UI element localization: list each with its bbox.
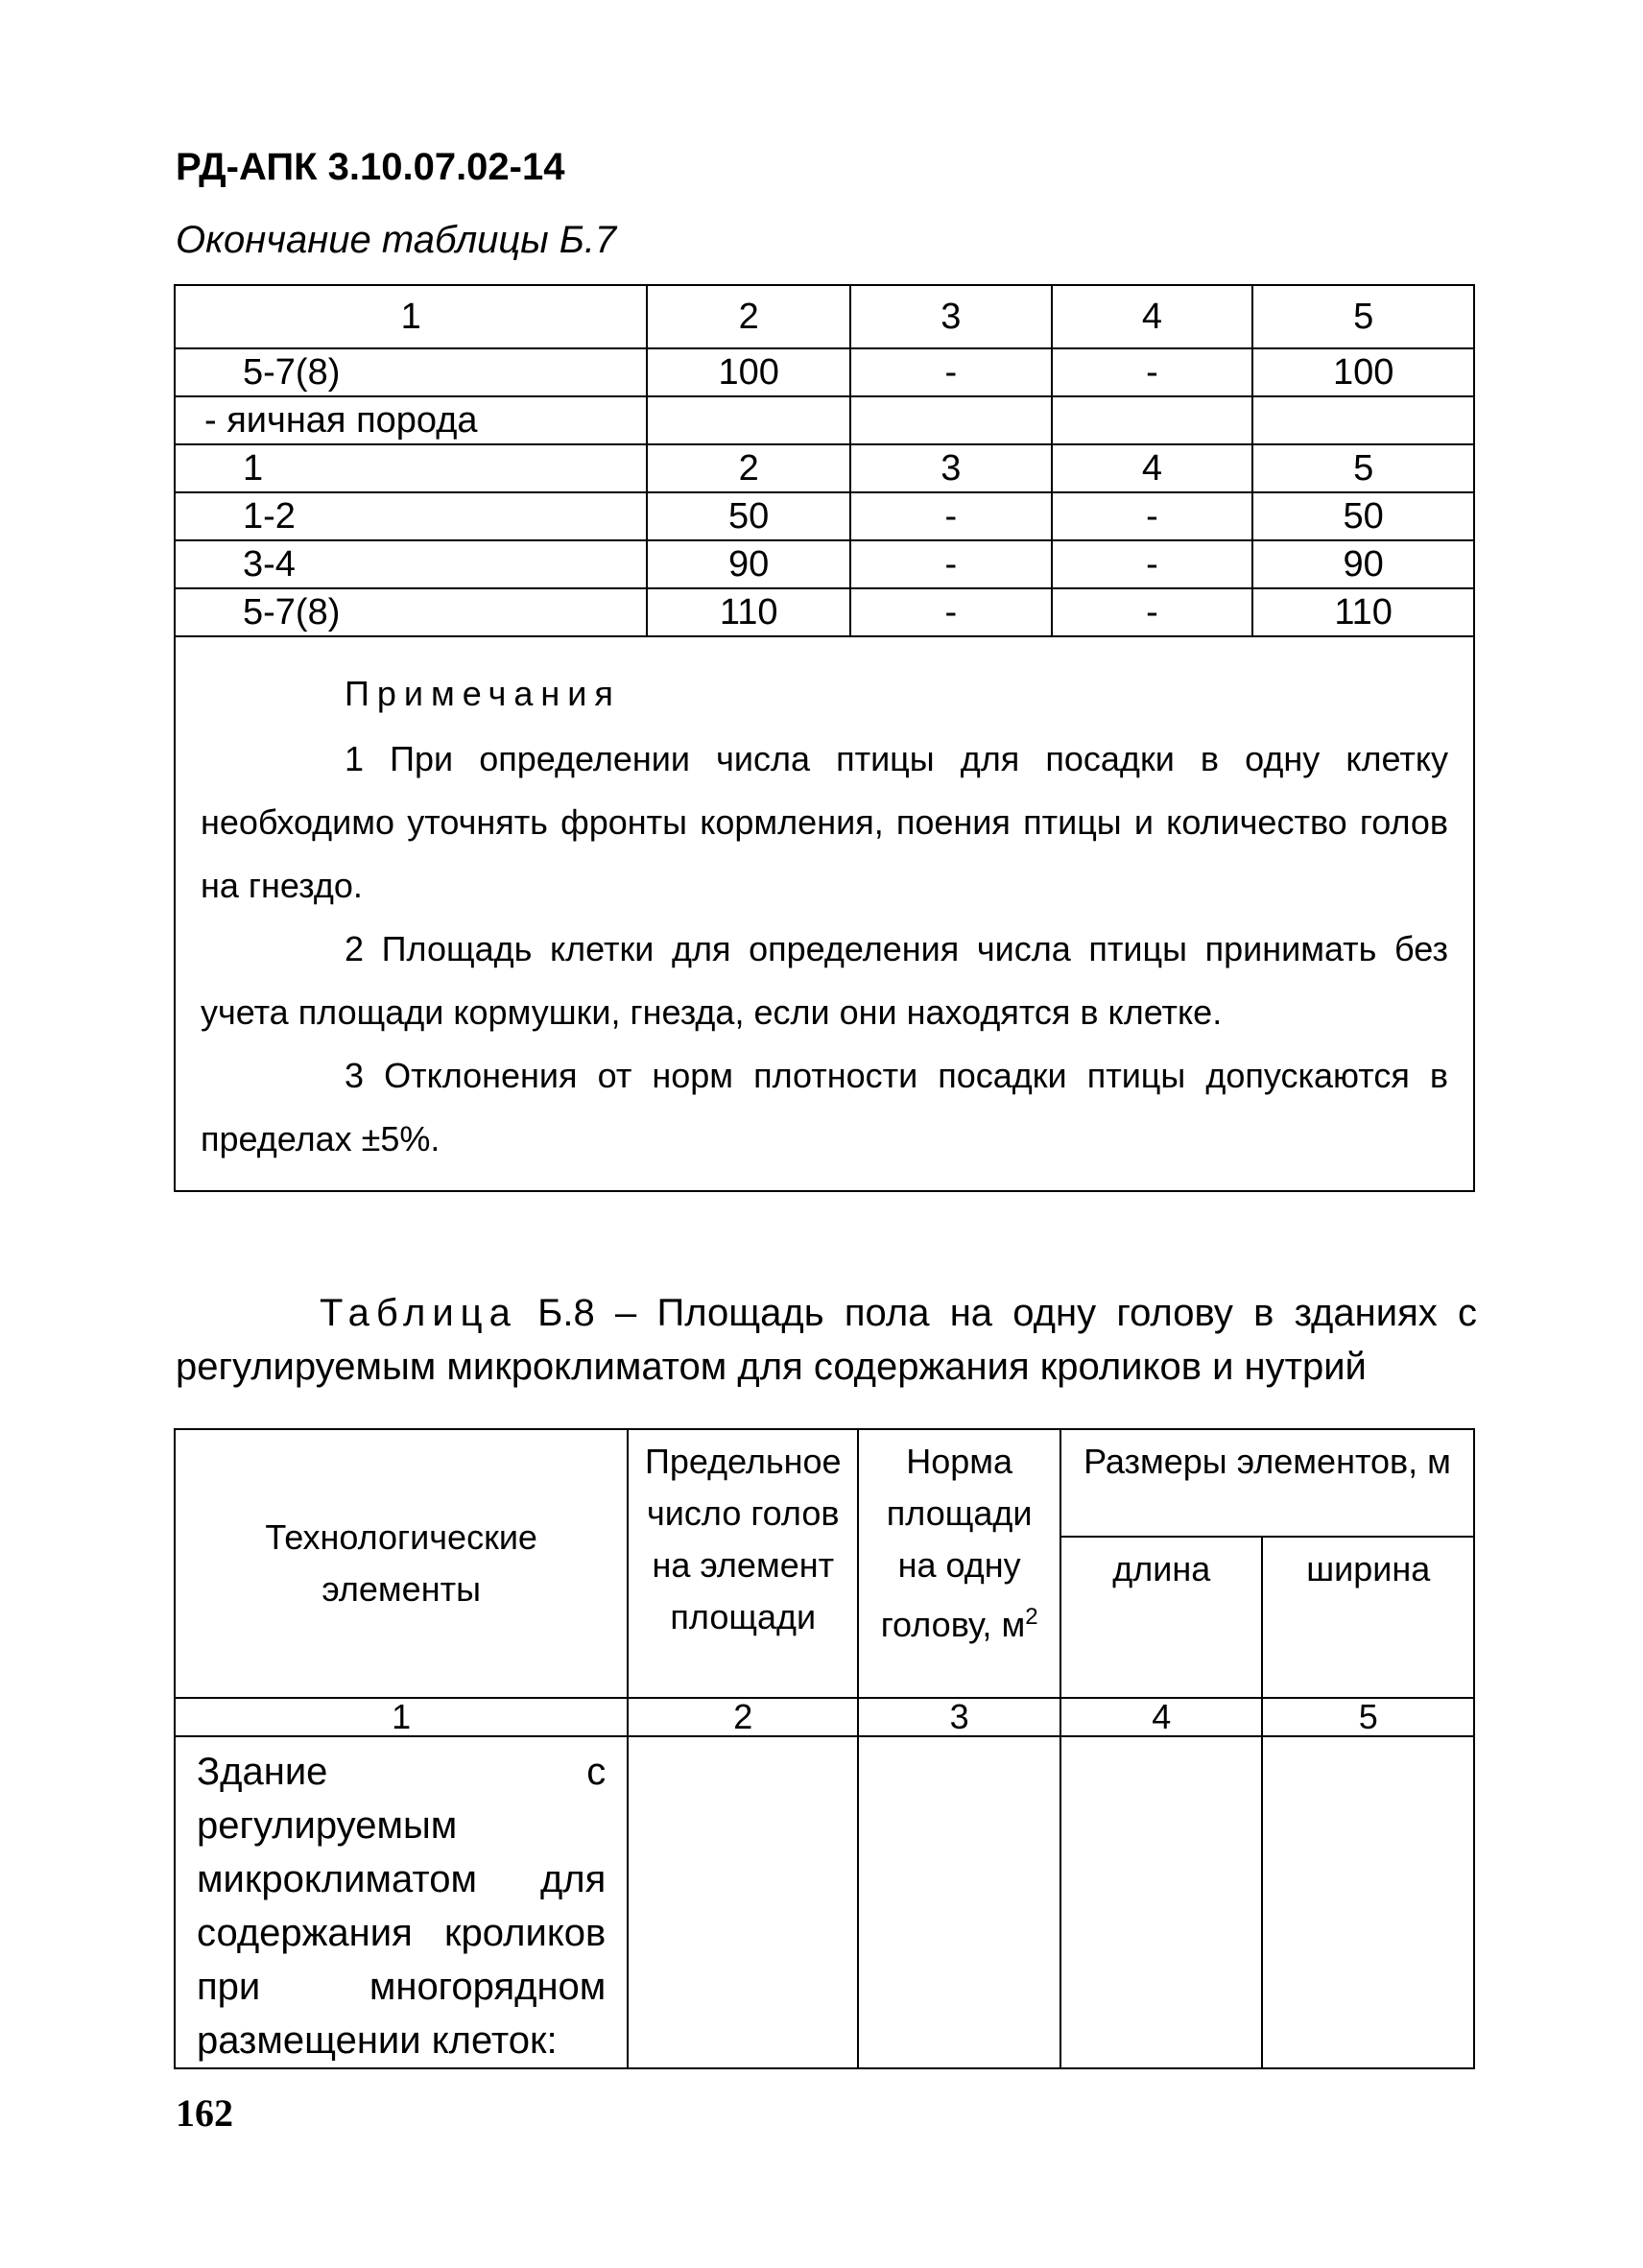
header-width: ширина bbox=[1262, 1537, 1474, 1698]
column-number: 1 bbox=[175, 444, 647, 492]
column-number: 5 bbox=[1262, 1698, 1474, 1736]
column-number: 3 bbox=[850, 444, 1052, 492]
superscript: 2 bbox=[1025, 1604, 1038, 1630]
note-item: 1 При определении числа птицы для посадки в одну клетку необходимо уточнять фронты кормления, поения птицы и количество голов на гнездо. bbox=[201, 739, 1448, 905]
column-number: 2 bbox=[647, 444, 850, 492]
table-b8-title bbox=[176, 1286, 1477, 1394]
table-cell: 5-7(8) bbox=[175, 348, 647, 396]
table-title-text: Б.8 – Площадь пола на одну голову в зданиях с регулируемым микроклиматом для содержания кроликов и нутрий bbox=[176, 1292, 1477, 1388]
table-cell: 110 bbox=[1252, 588, 1474, 636]
table-row bbox=[175, 540, 1474, 588]
table-cell: 3-4 bbox=[175, 540, 647, 588]
column-number: 4 bbox=[1052, 285, 1253, 348]
table-row bbox=[175, 285, 1474, 348]
header-technological-elements: Технологические элементы bbox=[175, 1429, 628, 1698]
notes-heading: Примечания bbox=[345, 674, 621, 713]
table-cell: - bbox=[850, 348, 1052, 396]
table-row bbox=[175, 1698, 1474, 1736]
table-cell bbox=[1262, 1736, 1474, 2068]
column-number: 4 bbox=[1060, 1698, 1262, 1736]
column-number: 1 bbox=[175, 285, 647, 348]
table-cell: 90 bbox=[647, 540, 850, 588]
note-item: 2 Площадь клетки для определения числа птицы принимать без учета площади кормушки, гнезда, если они находятся в клетке. bbox=[201, 929, 1448, 1032]
table-cell bbox=[647, 396, 850, 444]
section-label: - яичная порода bbox=[175, 396, 647, 444]
table-cell: 100 bbox=[647, 348, 850, 396]
table-cell: 1-2 bbox=[175, 492, 647, 540]
notes-block bbox=[175, 636, 1474, 1191]
table-cell: 5-7(8) bbox=[175, 588, 647, 636]
table-cell bbox=[1060, 1736, 1262, 2068]
table-cell: - bbox=[1052, 540, 1253, 588]
page-number: 162 bbox=[176, 2091, 233, 2135]
column-number: 1 bbox=[175, 1698, 628, 1736]
table-cell: - bbox=[850, 588, 1052, 636]
header-area-norm-text: Норма площади на одну голову, м bbox=[880, 1442, 1033, 1644]
table-cell: 110 bbox=[647, 588, 850, 636]
header-area-norm bbox=[858, 1429, 1060, 1698]
table-header-row bbox=[175, 1429, 1474, 1537]
table-cell: - bbox=[1052, 588, 1253, 636]
note-item: 3 Отклонения от норм плотности посадки птицы допускаются в пределах ±5%. bbox=[201, 1056, 1448, 1158]
table-cell bbox=[628, 1736, 858, 2068]
column-number: 5 bbox=[1252, 444, 1474, 492]
table-cell bbox=[850, 396, 1052, 444]
table-cell: - bbox=[850, 492, 1052, 540]
table-row bbox=[175, 444, 1474, 492]
column-number: 5 bbox=[1252, 285, 1474, 348]
column-number: 2 bbox=[628, 1698, 858, 1736]
table-row bbox=[175, 1736, 1474, 2068]
table-cell: - bbox=[1052, 348, 1253, 396]
table-row bbox=[175, 348, 1474, 396]
column-number: 2 bbox=[647, 285, 850, 348]
table-cell: - bbox=[850, 540, 1052, 588]
column-number: 4 bbox=[1052, 444, 1253, 492]
table-cell: 90 bbox=[1252, 540, 1474, 588]
column-number: 3 bbox=[858, 1698, 1060, 1736]
header-element-sizes: Размеры элементов, м bbox=[1060, 1429, 1474, 1537]
table-b8 bbox=[174, 1428, 1475, 2069]
header-length: длина bbox=[1060, 1537, 1262, 1698]
table-b7 bbox=[174, 284, 1475, 1192]
document-code: РД-АПК 3.10.07.02-14 bbox=[176, 146, 565, 188]
table-label: Таблица bbox=[320, 1292, 517, 1334]
column-number: 3 bbox=[850, 285, 1052, 348]
table-row bbox=[175, 492, 1474, 540]
table-cell bbox=[1052, 396, 1253, 444]
table-cell: - bbox=[1052, 492, 1253, 540]
table-cell: 50 bbox=[1252, 492, 1474, 540]
table-cell: 100 bbox=[1252, 348, 1474, 396]
table-continuation-caption: Окончание таблицы Б.7 bbox=[176, 219, 617, 261]
notes-row bbox=[175, 636, 1474, 1191]
table-cell bbox=[1252, 396, 1474, 444]
table-cell: Здание с регулируемым микроклиматом для содержания кроликов при многорядном размещении клеток: bbox=[175, 1736, 628, 2068]
header-max-heads: Предельное число голов на элемент площади bbox=[628, 1429, 858, 1698]
table-row bbox=[175, 396, 1474, 444]
table-row bbox=[175, 588, 1474, 636]
table-cell bbox=[858, 1736, 1060, 2068]
table-cell: 50 bbox=[647, 492, 850, 540]
